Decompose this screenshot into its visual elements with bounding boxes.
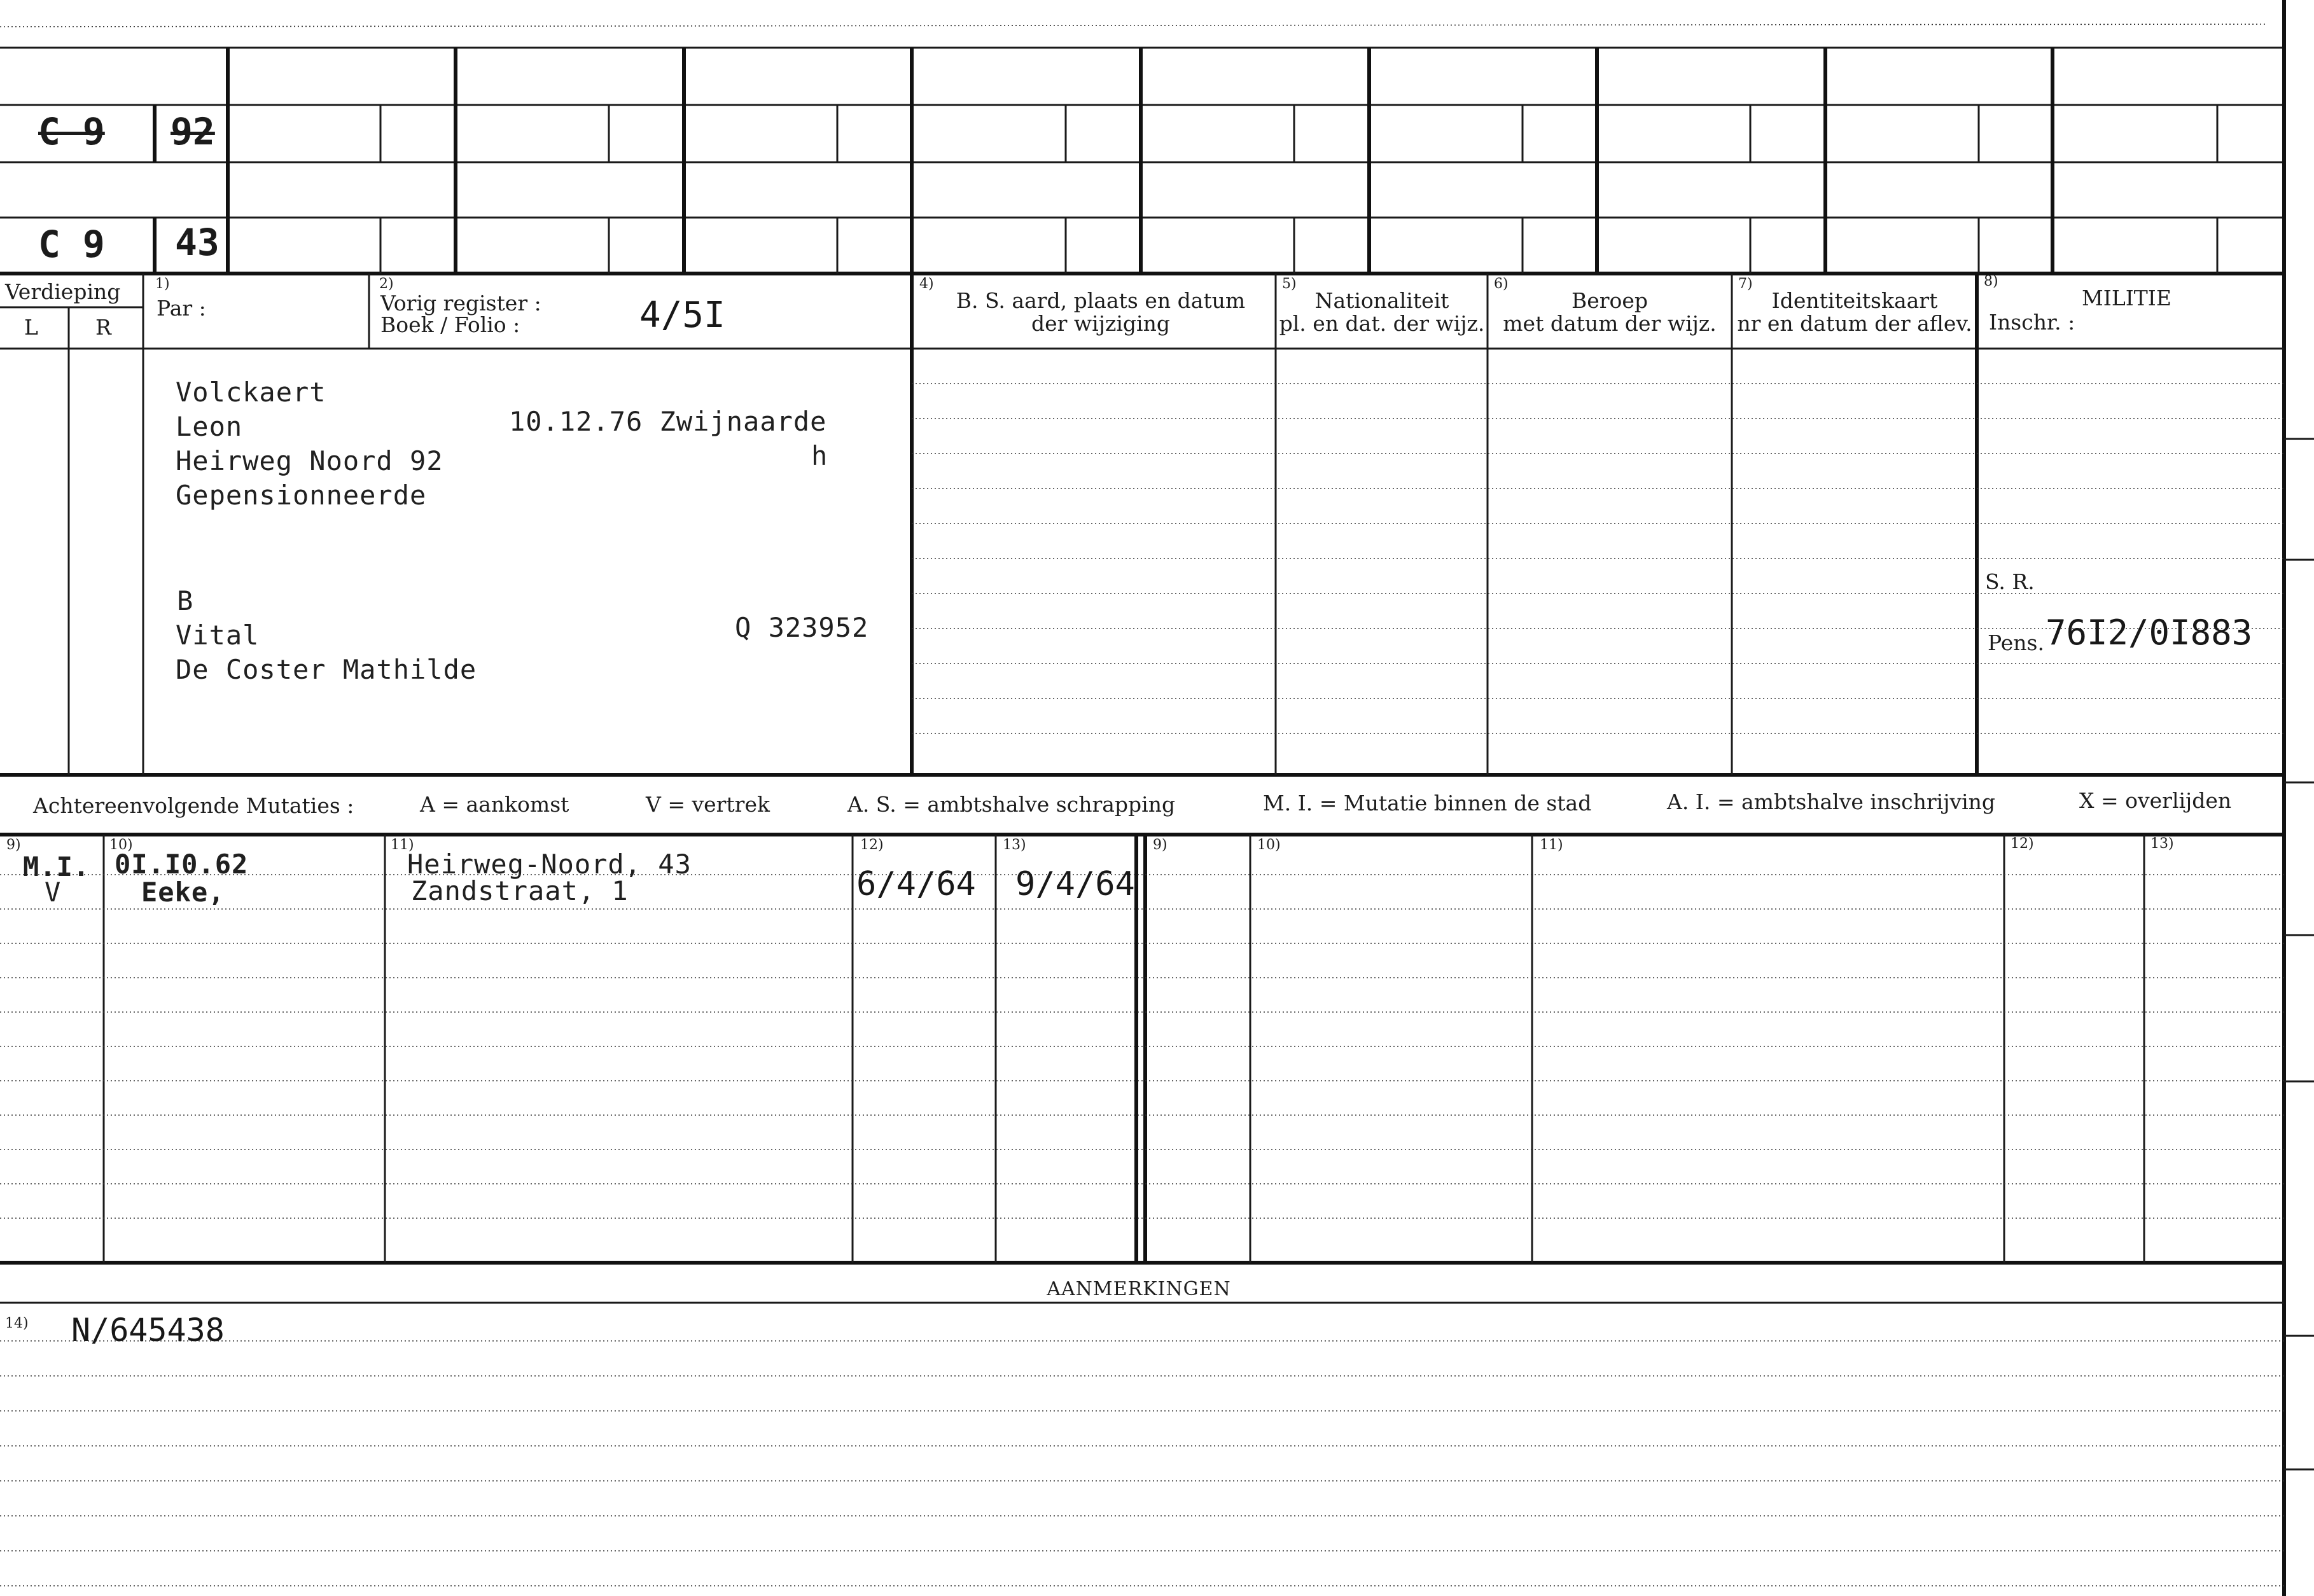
militie-label: MILITIE [2082,286,2171,310]
old-code: C 9 [38,110,105,153]
col-number: 12) [860,837,884,853]
new-number: 43 [175,221,220,264]
col-number: 11) [1540,837,1563,853]
beroep-header-line2: met datum der wijz. [1503,311,1717,336]
pens-value: 76I2/0I883 [2046,613,2253,653]
boek-folio-value: 4/5I [639,295,725,336]
col-number: 11) [391,837,414,853]
note-7: 7) [1738,276,1753,292]
col-number: 10) [1257,837,1281,853]
col-r-label: R [95,315,111,340]
father-name: Vital [176,620,260,651]
note-14: 14) [5,1315,29,1331]
mutation-address-1: Heirweg-Noord, 43 [407,849,692,880]
new-code: C 9 [38,223,105,266]
remarks-title: AANMERKINGEN [1047,1278,1231,1300]
col-number: 12) [2011,836,2034,852]
mutation-col13: 9/4/64 [1015,865,1135,903]
bs-header-line1: B. S. aard, plaats en datum [956,288,1246,313]
nat-header-line2: pl. en dat. der wijz. [1279,311,1485,336]
marker-h: h [811,440,828,471]
firstname: Leon [176,411,243,442]
mutation-type-2: V [45,877,62,908]
remark-rules [0,1341,2284,1586]
col-number: 13) [1003,837,1026,853]
note-8: 8) [1984,274,1998,289]
mutation-type-1: M.I. [23,851,90,882]
note-6: 6) [1494,276,1509,292]
note-2: 2) [379,276,394,292]
legend-mi: M. I. = Mutatie binnen de stad [1263,791,1592,815]
mutation-address-2: Zandstraat, 1 [411,875,629,906]
note-1: 1) [155,276,170,292]
col-number: 9) [1153,837,1167,853]
mother-name: De Coster Mathilde [176,654,477,685]
remarks-text: N/645438 [71,1312,225,1349]
pens-label: Pens. [1988,630,2044,655]
note-4: 4) [919,276,934,292]
legend-x: X = overlijden [2079,788,2232,813]
boek-folio-label: Boek / Folio : [380,312,520,337]
surname: Volckaert [176,377,326,408]
col-l-label: L [24,315,38,340]
beroep-header-line1: Beroep [1571,288,1648,313]
address: Heirweg Noord 92 [176,445,443,476]
legend-a: A = aankomst [420,792,569,817]
col-number: 10) [109,837,133,853]
id-header-line1: Identiteitskaart [1771,288,1938,313]
sr-label: S. R. [1985,569,2035,594]
occupation: Gepensionneerde [176,480,427,511]
col-number: 9) [6,837,21,853]
bs-header-line2: der wijziging [1031,311,1170,336]
verdieping-label: Verdieping [5,279,121,304]
legend-as: A. S. = ambtshalve schrapping [847,792,1176,817]
mutation-date: 0I.I0.62 [115,849,249,880]
inschr-label: Inschr. : [1989,310,2075,335]
legend-v: V = vertrek [646,792,770,817]
mutation-rules [0,875,2284,1218]
mutation-col12: 6/4/64 [856,865,976,903]
col-number: 13) [2150,836,2174,852]
birth-date-place: 10.12.76 Zwijnaarde [509,406,827,437]
legend-ai: A. I. = ambtshalve inschrijving [1667,789,1996,814]
id-header-line2: nr en datum der aflev. [1737,311,1972,336]
old-number: 92 [171,110,215,153]
nat-header-line1: Nationaliteit [1314,288,1449,313]
mutation-commune: Eeke, [141,877,225,908]
data-rules [912,384,2284,733]
vorig-register-label: Vorig register : [380,291,541,316]
note-5: 5) [1282,276,1297,292]
marker-b: B [177,585,194,616]
legend-title: Achtereenvolgende Mutaties : [33,793,354,818]
id-number: Q 323952 [735,612,869,643]
par-label: Par : [157,296,206,321]
